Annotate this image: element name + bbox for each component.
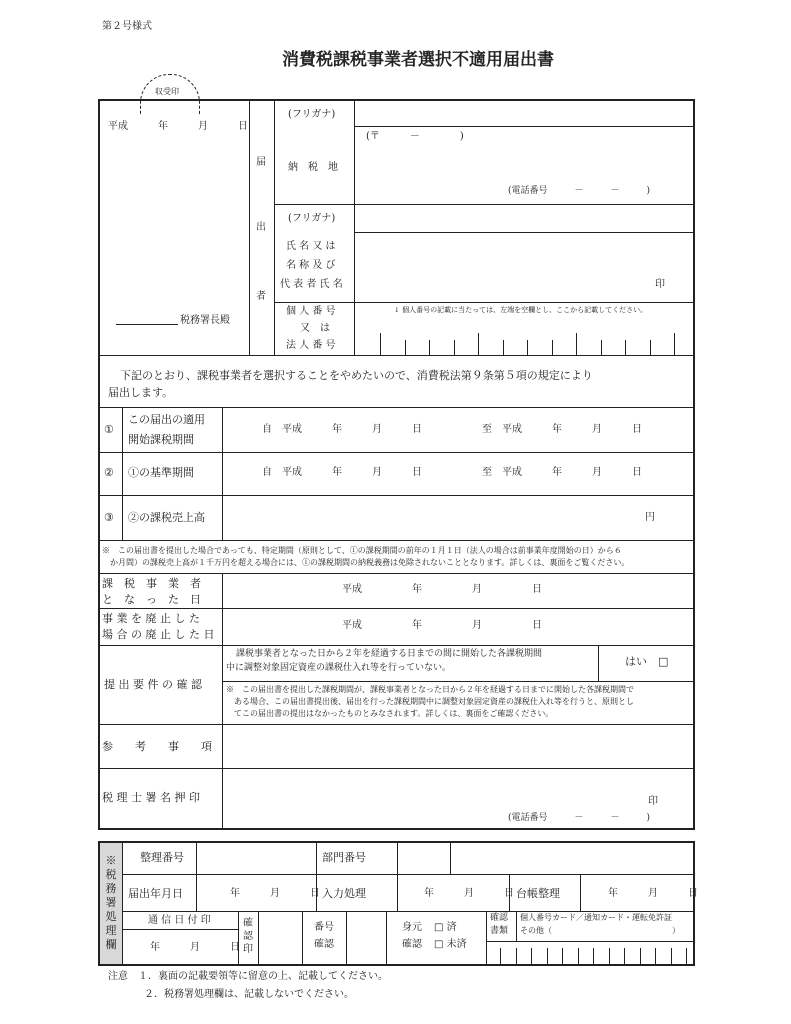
office-mimoto-label-2: 確認 bbox=[402, 939, 422, 950]
digit-separator bbox=[640, 948, 641, 964]
form-title: 消費税課税事業者選択不適用届出書 bbox=[282, 50, 554, 70]
row2-label: ①の基準期間 bbox=[128, 466, 194, 479]
office-daicho-date: 年 月 日 bbox=[608, 888, 698, 899]
receipt-stamp-label: 収受印 bbox=[155, 87, 179, 96]
requirement-note-1: ※ この届出書を提出した課税期間が、課税事業者となった日から２年を経過する日までに開始した各課税期間で bbox=[226, 685, 634, 694]
tax-accountant-phone[interactable]: (電話番号 － － ) bbox=[508, 813, 651, 823]
office-bango-label-1: 番号 bbox=[314, 922, 334, 933]
postal-code-field[interactable]: (〒 － ) bbox=[366, 131, 464, 142]
digit-separator bbox=[674, 333, 675, 355]
requirement-yes-checkbox[interactable]: はい □ bbox=[625, 655, 669, 668]
row3-label: ②の課税売上高 bbox=[128, 511, 205, 524]
name-label-2: 名 称 及 び bbox=[286, 260, 336, 271]
reference-label: 参 考 事 項 bbox=[102, 740, 212, 753]
row1-label-1: この届出の適用 bbox=[128, 413, 205, 426]
office-seiri-label: 整理番号 bbox=[140, 851, 184, 864]
digit-separator bbox=[405, 340, 406, 355]
office-tsushin-date: 年 月 日 bbox=[150, 942, 240, 953]
row1-to-date[interactable]: 至 平成 年 月 日 bbox=[482, 424, 642, 435]
office-misumi-checkbox[interactable]: □ 未済 bbox=[434, 939, 467, 950]
digit-separator bbox=[562, 948, 563, 964]
furigana-label-2: (フリガナ) bbox=[288, 213, 336, 224]
row1-number: ① bbox=[104, 423, 114, 436]
digit-separator bbox=[593, 948, 594, 964]
requirement-label: 提 出 要 件 の 確 認 bbox=[104, 678, 202, 691]
furigana-label: (フリガナ) bbox=[288, 109, 336, 120]
office-bango-label-2: 確認 bbox=[314, 939, 334, 950]
note-line-1: 注意 １．裏面の記載要領等に留意の上、記載してください。 bbox=[108, 971, 388, 982]
digit-separator bbox=[380, 333, 381, 355]
digit-separator bbox=[655, 948, 656, 964]
number-label-1: 個 人 番 号 bbox=[286, 306, 336, 317]
office-todoke-label: 届出年月日 bbox=[128, 887, 183, 900]
digit-separator bbox=[686, 948, 687, 964]
note-line-2: ２．税務署処理欄は、記載しないでください。 bbox=[144, 989, 354, 1000]
digit-separator bbox=[454, 340, 455, 355]
row2-to-date[interactable]: 至 平成 年 月 日 bbox=[482, 467, 642, 478]
office-cards-option[interactable]: 個人番号カード／通知カード・運転免許証 bbox=[520, 913, 672, 922]
requirement-question-2: 中に調整対象固定資産の課税仕入れ等を行っていない。 bbox=[226, 663, 452, 673]
abolished-date[interactable]: 平成 年 月 日 bbox=[342, 620, 542, 631]
office-mimoto-label-1: 身元 bbox=[402, 922, 422, 933]
abolished-label-2: 場 合 の 廃 止 し た 日 bbox=[102, 628, 215, 641]
digit-separator bbox=[625, 340, 626, 355]
digit-separator bbox=[552, 340, 553, 355]
digit-separator bbox=[478, 333, 479, 355]
tax-accountant-label: 税 理 士 署 名 押 印 bbox=[102, 791, 200, 804]
form-number: 第２号様式 bbox=[102, 21, 152, 32]
number-label-2: 又 は bbox=[300, 323, 330, 334]
requirement-note-2: ある場合、この届出書提出後、届出を行った課税期間中に調整対象固定資産の課税仕入れ等を行うと、原則とし bbox=[234, 697, 634, 706]
name-seal: 印 bbox=[655, 279, 665, 290]
digit-separator bbox=[576, 333, 577, 355]
office-nyuryoku-date: 年 月 日 bbox=[424, 888, 514, 899]
row2-from-date[interactable]: 自 平成 年 月 日 bbox=[262, 467, 422, 478]
statement-line-2: 届出します。 bbox=[108, 386, 174, 399]
office-kakunin-label: 確認印 bbox=[243, 918, 253, 955]
requirement-note-3: てこの届出書の提出はなかったものとみなされます。詳しくは、裏面をご確認ください。 bbox=[234, 709, 554, 718]
abolished-label-1: 事 業 を 廃 止 し た bbox=[102, 612, 200, 625]
submission-date: 平成 年 月 日 bbox=[108, 121, 248, 132]
digit-separator bbox=[500, 948, 501, 964]
requirement-question-1: 課税事業者となった日から２年を経過する日までの間に開始した各課税期間 bbox=[236, 649, 543, 659]
office-bumon-label: 部門番号 bbox=[322, 851, 366, 864]
office-other-option[interactable]: その他（ ） bbox=[520, 926, 680, 935]
address-phone-field[interactable]: (電話番号 － － ) bbox=[508, 186, 651, 196]
became-date[interactable]: 平成 年 月 日 bbox=[342, 584, 542, 595]
digit-separator bbox=[609, 948, 610, 964]
row1-from-date[interactable]: 自 平成 年 月 日 bbox=[262, 424, 422, 435]
office-daicho-label: 台帳整理 bbox=[516, 887, 560, 900]
office-shorui-label-2: 書類 bbox=[490, 926, 509, 936]
row3-yen[interactable]: 円 bbox=[645, 512, 655, 523]
note1-line-2: か月間）の課税売上高が１千万円を超える場合には、①の課税期間の納税義務は免除されないこととなります。詳しくは、裏面をご覧ください。 bbox=[110, 558, 630, 567]
note1-line-1: ※ この届出書を提出した場合であっても、特定期間（原則として、①の課税期間の前年の１月１日（法人の場合は前事業年度開始の日）から６ bbox=[102, 546, 622, 555]
name-label-1: 氏 名 又 は bbox=[286, 241, 336, 252]
digit-separator bbox=[516, 948, 517, 964]
office-sumi-checkbox[interactable]: □ 済 bbox=[434, 922, 457, 933]
office-use-side-label: ※税務署処理欄 bbox=[105, 854, 117, 951]
row1-label-2: 開始課税期間 bbox=[128, 433, 194, 446]
digit-separator bbox=[624, 948, 625, 964]
row3-number: ③ bbox=[104, 511, 114, 524]
row2-number: ② bbox=[104, 466, 114, 479]
tax-office-chief: 税務署長殿 bbox=[180, 315, 230, 326]
became-label-2: と な っ た 日 bbox=[102, 593, 201, 606]
office-tsushin-label: 通 信 日 付 印 bbox=[148, 915, 211, 926]
digit-separator bbox=[531, 948, 532, 964]
main-form-frame bbox=[98, 99, 695, 830]
digit-separator bbox=[650, 340, 651, 355]
todokede-label-2: 出 bbox=[256, 222, 266, 233]
todokede-label-3: 者 bbox=[256, 291, 266, 302]
digit-separator bbox=[671, 948, 672, 964]
digit-separator bbox=[527, 340, 528, 355]
digit-separator bbox=[429, 340, 430, 355]
number-note: ↓ 個人番号の記載に当たっては、左端を空欄とし、ここから記載してください。 bbox=[394, 306, 648, 314]
digit-separator bbox=[503, 340, 504, 355]
number-label-3: 法 人 番 号 bbox=[286, 340, 336, 351]
office-nyuryoku-label: 入力処理 bbox=[322, 887, 366, 900]
office-todoke-date: 年 月 日 bbox=[230, 888, 320, 899]
became-label-1: 課 税 事 業 者 bbox=[102, 577, 201, 590]
office-shorui-label-1: 確認 bbox=[490, 913, 509, 923]
digit-separator bbox=[547, 948, 548, 964]
name-label-3: 代 表 者 氏 名 bbox=[280, 279, 343, 290]
todokede-label-1: 届 bbox=[256, 157, 266, 168]
tax-accountant-seal: 印 bbox=[648, 796, 658, 807]
statement-line-1: 下記のとおり、課税事業者を選択することをやめたいので、消費税法第９条第５項の規定により bbox=[120, 369, 593, 382]
digit-separator bbox=[601, 340, 602, 355]
address-label: 納 税 地 bbox=[288, 162, 338, 173]
digit-separator bbox=[578, 948, 579, 964]
